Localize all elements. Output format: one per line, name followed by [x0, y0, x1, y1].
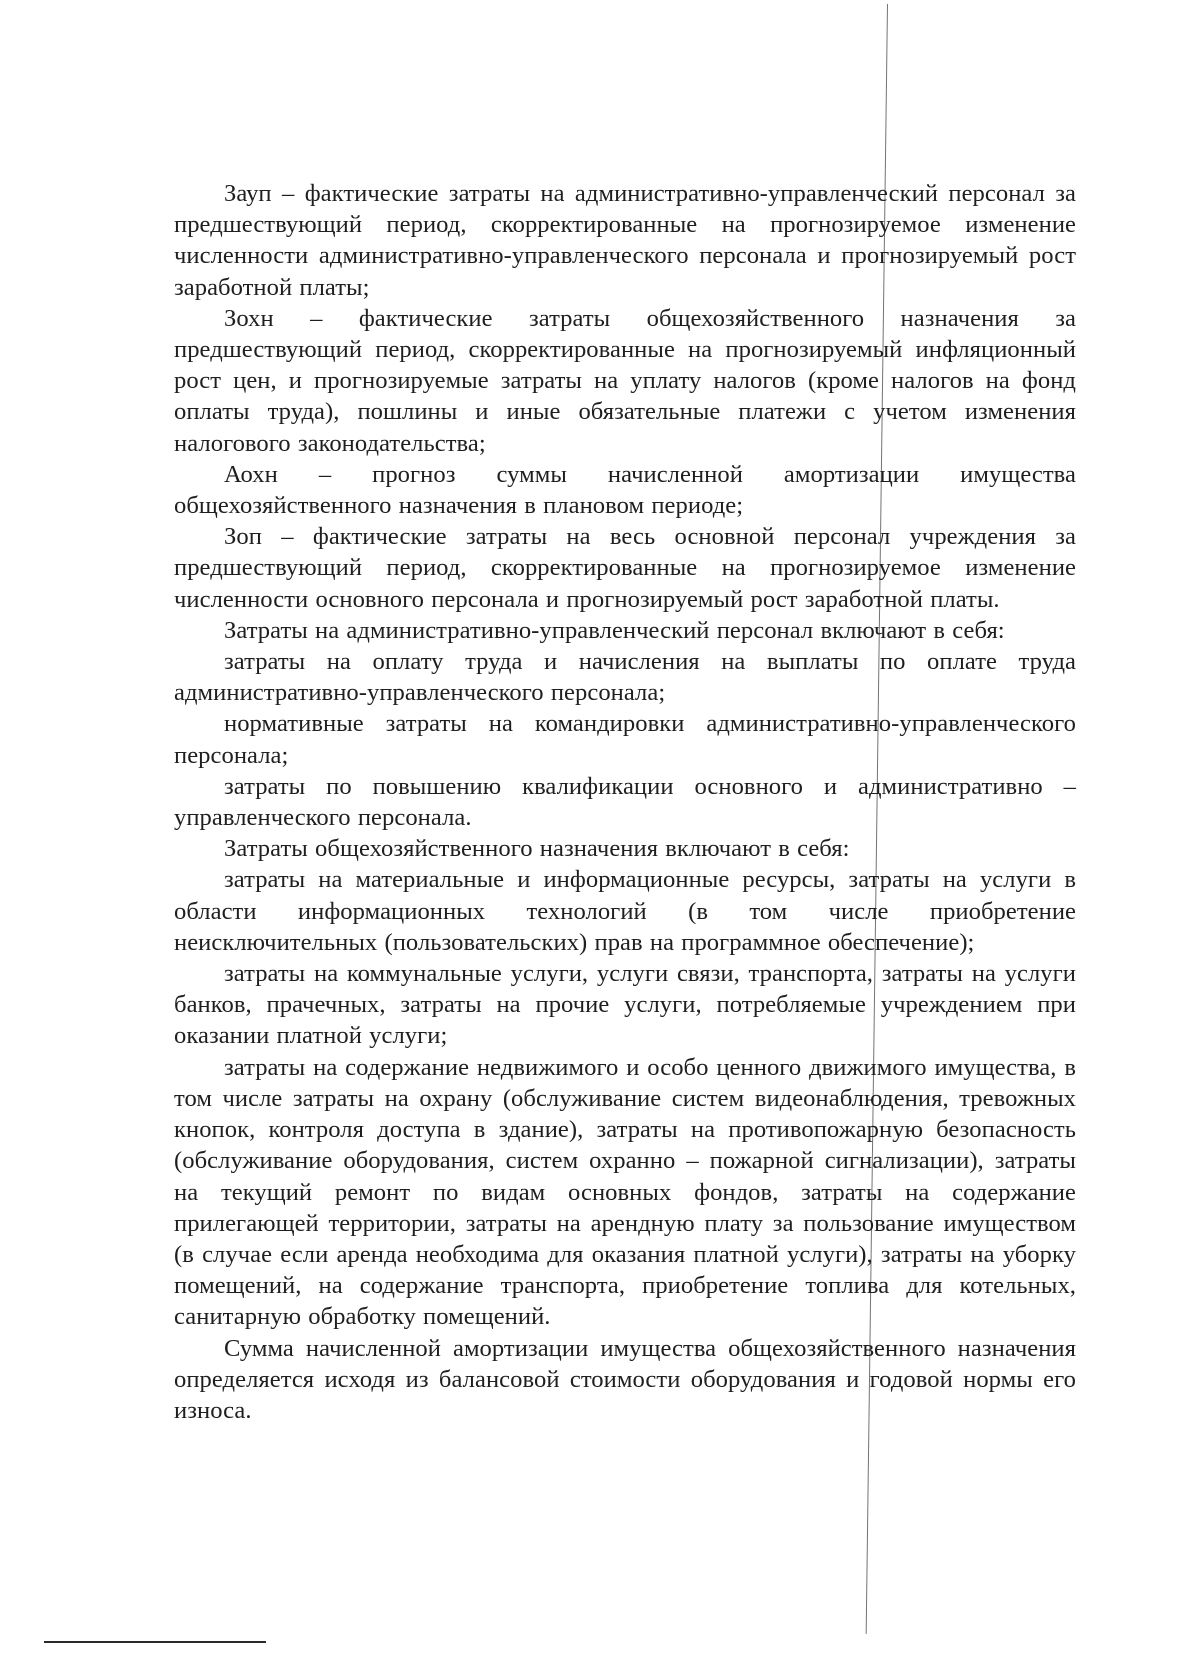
paragraph-aup-costs-heading: Затраты на административно-управленческий персонал включают в себя:: [224, 616, 1005, 644]
paragraph-utility-costs: затраты на коммунальные услуги, услуги связи, транспорта, затраты на услуги банков, прачечных, затраты на прочие услуги, потребляемые учреждением при оказании платной услуги;: [174, 960, 1076, 1050]
paragraph-general-costs-heading: Затраты общехозяйственного назначения включают в себя:: [224, 835, 850, 863]
paragraph-qualification-costs: затраты по повышению квалификации основного и административно – управленческого персонала.: [174, 772, 1076, 832]
paragraph-material-it-costs: затраты на материальные и информационные ресурсы, затраты на услуги в области информационных технологий (в том числе приобретение неисключительных (пользовательских) прав на программное обеспечение);: [174, 866, 1076, 956]
paragraph-zaup-definition: Зауп – фактические затраты на административно-управленческий персонал за предшествующий период, скорректированные на прогнозируемое изменение численности административно-управленческого персонала и прогнозируемый рост заработной платы;: [174, 180, 1076, 301]
paragraph-zohn-definition: Зохн – фактические затраты общехозяйственного назначения за предшествующий период, скорректированные на прогнозируемый инфляционный рост цен, и прогнозируемые затраты на уплату налогов (кроме налогов на фонд оплаты труда), пошлины и иные обязательные платежи с учетом изменения налогового законодательства;: [174, 304, 1076, 457]
paragraph-depreciation-note: Сумма начисленной амортизации имущества общехозяйственного назначения определяется исходя из балансовой стоимости оборудования и годовой нормы его износа.: [174, 1334, 1076, 1424]
paragraph-property-maintenance-costs: затраты на содержание недвижимого и особо ценного движимого имущества, в том числе затраты на охрану (обслуживание систем видеонаблюдения, тревожных кнопок, контроля доступа в здание), затраты на противопожарную безопасность (обслуживание оборудования, систем охранно – пожарной сигнализации), затраты на текущий ремонт по видам основных фондов, затраты на содержание прилегающей территории, затраты на арендную плату за пользование имуществом (в случае если аренда необходима для оказания платной услуги), затраты на уборку помещений, на содержание транспорта, приобретение топлива для котельных, санитарную обработку помещений.: [174, 1053, 1076, 1331]
footnote-separator-line: [44, 1641, 266, 1643]
paragraph-aup-labor-costs: затраты на оплату труда и начисления на выплаты по оплате труда административно-управленческого персонала;: [174, 648, 1076, 707]
paragraph-aup-travel-costs: нормативные затраты на командировки административно-управленческого персонала;: [174, 710, 1076, 769]
document-body: [174, 178, 1076, 1426]
paragraph-zop-definition: Зоп – фактические затраты на весь основной персонал учреждения за предшествующий период, скорректированные на прогнозируемое изменение численности основного персонала и прогнозируемый рост заработной платы.: [174, 523, 1076, 613]
paragraph-aohn-definition: Аохн – прогноз суммы начисленной амортизации имущества общехозяйственного назначения в плановом периоде;: [174, 460, 1076, 520]
